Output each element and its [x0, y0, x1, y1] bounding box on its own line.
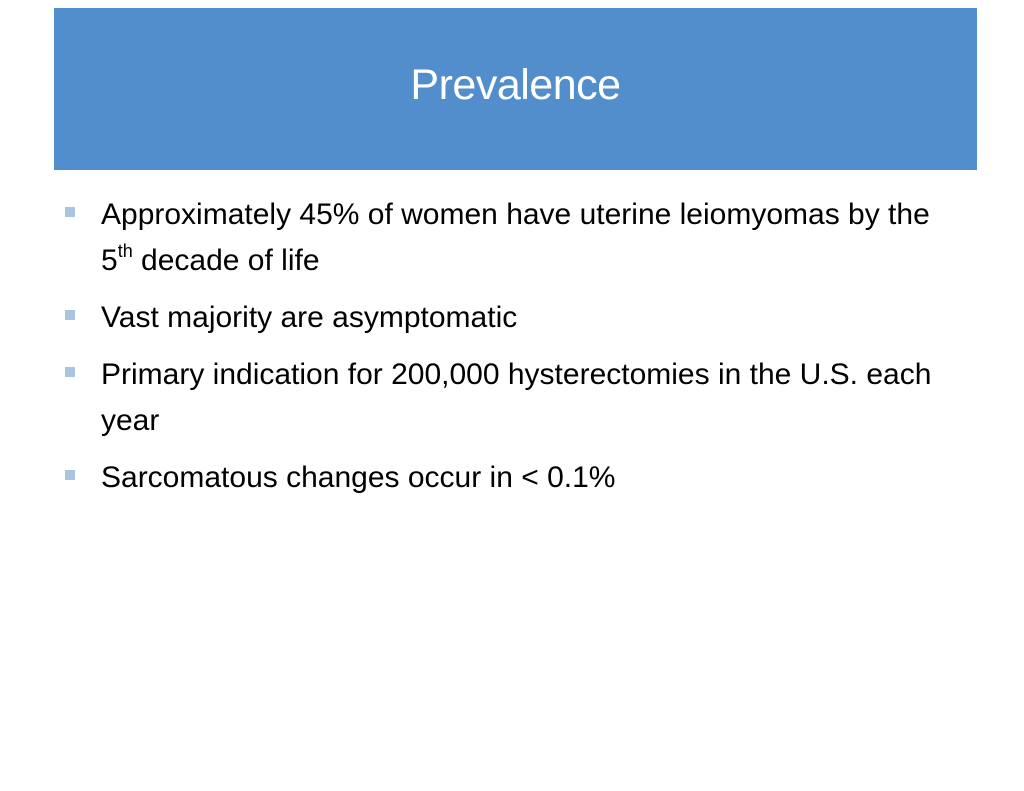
square-bullet-icon	[65, 310, 75, 320]
bullet-text-4: Sarcomatous changes occur in < 0.1%	[101, 461, 616, 494]
bullet-text-1-part-2: decade of life	[132, 244, 320, 277]
bullet-item-4	[62, 455, 942, 501]
slide-title: Prevalence	[410, 60, 621, 109]
square-bullet-icon	[65, 207, 75, 217]
bullet-item-3	[62, 352, 942, 444]
bullet-text-1-part-1: Approximately 45% of women have uterine leiomyomas by the 5	[101, 198, 930, 277]
square-bullet-icon	[65, 470, 75, 480]
bullet-text-3: Primary indication for 200,000 hysterectomies in the U.S. each year	[101, 358, 932, 437]
bullet-item-2	[62, 295, 942, 341]
bullet-text-1-superscript: th	[117, 241, 133, 261]
bullet-item-1	[62, 192, 942, 284]
bullet-text-1	[101, 198, 930, 277]
title-bar	[54, 8, 977, 170]
bullet-text-2: Vast majority are asymptomatic	[101, 301, 518, 334]
square-bullet-icon	[65, 367, 75, 377]
bullet-list	[62, 192, 942, 512]
